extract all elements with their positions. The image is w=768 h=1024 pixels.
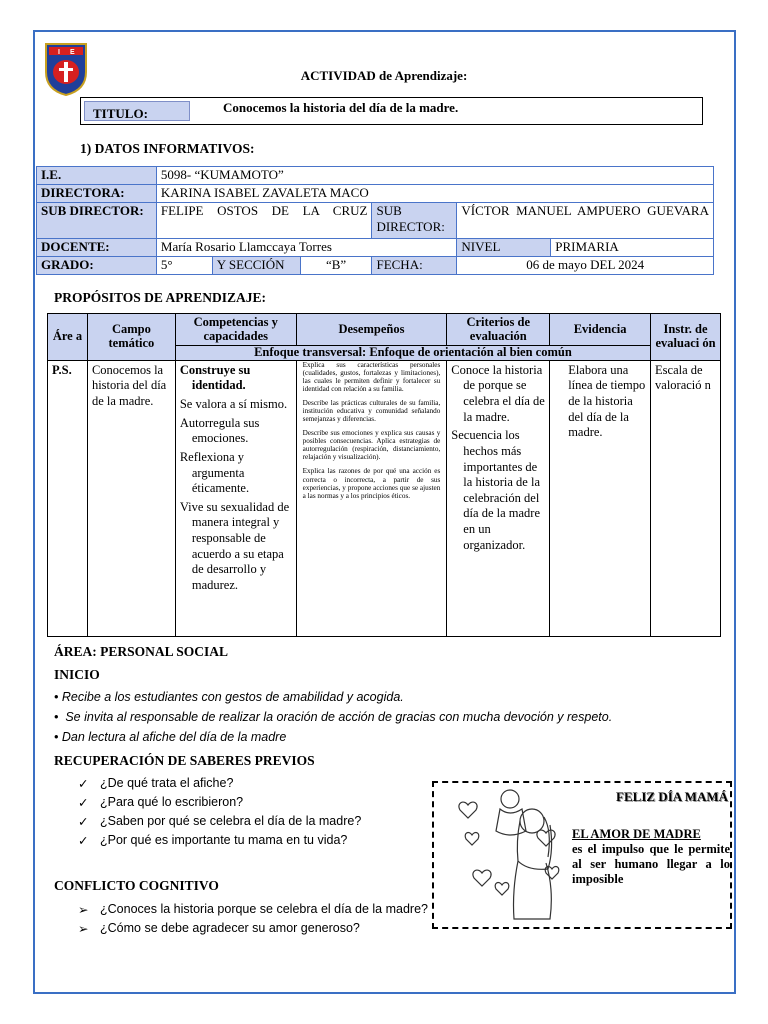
area-cell: P.S.	[48, 360, 88, 636]
ie-label: I.E.	[37, 167, 157, 185]
titulo-value: Conocemos la historia del día de la madre.	[223, 100, 459, 115]
grado-label: GRADO:	[37, 257, 157, 275]
fecha-label: FECHA:	[372, 257, 457, 275]
subdirector2-value: VÍCTOR MANUEL AMPUERO GUEVARA	[457, 203, 714, 239]
ie-value: 5098- “KUMAMOTO”	[156, 167, 713, 185]
poster-body: es el impulso que le permite al ser humano llegar a lo imposible	[572, 842, 730, 886]
inicio-list	[54, 690, 612, 750]
criterio-item: Conoce la historia de porque se celebra el día de la madre.	[451, 362, 545, 424]
header-criterios: Criterios de evaluación	[447, 314, 550, 346]
desempenos-cell	[296, 360, 447, 636]
list-item: ✓ ¿De qué trata el afiche?	[78, 776, 361, 795]
directora-label: DIRECTORA:	[37, 185, 157, 203]
titulo-label: TITULO:	[84, 101, 190, 121]
docente-label: DOCENTE:	[37, 239, 157, 257]
check-icon: ✓	[78, 796, 89, 810]
list-item: • Dan lectura al afiche del día de la madre	[54, 730, 287, 744]
mothers-day-poster	[432, 781, 732, 929]
titulo-row	[80, 97, 703, 125]
criterios-cell	[447, 360, 550, 636]
header-evidencia: Evidencia	[550, 314, 651, 346]
list-item: ✓ ¿Por qué es importante tu mama en tu vida?	[78, 833, 361, 852]
subdirector1-value: FELIPE OSTOS DE LA CRUZ	[156, 203, 372, 239]
datos-table	[36, 166, 714, 275]
list-item: ➢ ¿Conoces la historia porque se celebra el día de la madre?	[78, 902, 428, 921]
check-icon: ✓	[78, 777, 89, 791]
capacidad-item: Vive su sexualidad de manera integral y responsable de acuerdo a su etapa de desarrollo y madurez.	[179, 499, 290, 592]
nivel-value: PRIMARIA	[551, 239, 714, 257]
seccion-value: “B”	[300, 257, 372, 275]
grado-value: 5°	[156, 257, 212, 275]
directora-value: KARINA ISABEL ZAVALETA MACO	[156, 185, 713, 203]
desempeno-item: Explica las razones de por qué una acción es correcta o incorrecta, a partir de sus experiencias, y propone acciones que se ajusten a las normas y a los principios éticos.	[302, 467, 441, 500]
header-area: Áre a	[48, 314, 88, 361]
check-icon: ✓	[78, 815, 89, 829]
mother-child-illustration	[454, 787, 574, 925]
arrow-bullet-icon: ➢	[78, 903, 89, 917]
list-item: ✓ ¿Saben por qué se celebra el día de la madre?	[78, 814, 361, 833]
propositos-table	[47, 313, 721, 637]
header-competencias: Competencias y capacidades	[175, 314, 296, 346]
instrumento-cell: Escala de valoració n	[651, 360, 721, 636]
subdirector2-label: SUB DIRECTOR:	[372, 203, 457, 239]
svg-text:I: I	[58, 49, 60, 56]
capacidad-item: Se valora a sí mismo.	[179, 397, 288, 411]
campo-cell: Conocemos la historia del día de la madre.	[87, 360, 175, 636]
fecha-value: 06 de mayo DEL 2024	[457, 257, 714, 275]
desempeno-item: Explica sus características personales (cualidades, gustos, fortalezas y limitaciones), las cuales le permiten definir y fortalecer su identidad con relación a su familia.	[302, 360, 441, 393]
list-item: • Recibe a los estudiantes con gestos de amabilidad y acogida.	[54, 690, 404, 704]
svg-text:E: E	[70, 49, 75, 56]
poster-heading: EL AMOR DE MADRE	[572, 827, 701, 841]
poster-title: FELIZ DÍA MAMÁ	[616, 789, 728, 804]
criterio-item: Secuencia los hechos más importantes de la historia de la celebración del día de la madre en un organizador.	[451, 428, 541, 552]
enfoque-transversal: Enfoque transversal: Enfoque de orientación al bien común	[175, 346, 650, 361]
activity-title: ACTIVIDAD de Aprendizaje:	[300, 68, 468, 83]
desempeno-item: Describe sus emociones y explica sus causas y posibles consecuencias. Aplica estrategias de autorregulación (respiración, distanciamiento, relajación y visualización).	[302, 429, 441, 462]
desempeno-item: Describe las prácticas culturales de su familia, institución educativa y comunidad señalando semejanzas y diferencias.	[302, 399, 441, 424]
check-icon: ✓	[78, 834, 89, 848]
saberes-heading: RECUPERACIÓN DE SABERES PREVIOS	[54, 753, 315, 768]
competencias-cell	[175, 360, 296, 636]
inicio-heading: INICIO	[54, 667, 100, 682]
capacidad-item: Reflexiona y argumenta éticamente.	[179, 449, 250, 496]
datos-heading: 1) DATOS INFORMATIVOS:	[80, 141, 255, 156]
arrow-bullet-icon: ➢	[78, 922, 89, 936]
competencia-title: Construye su identidad.	[179, 362, 251, 393]
propositos-heading: PROPÓSITOS DE APRENDIZAJE:	[54, 290, 267, 305]
evidencia-cell: Elabora una línea de tiempo de la historia del día de la madre.	[550, 360, 651, 636]
header-campo: Campo temático	[87, 314, 175, 361]
list-item: ✓ ¿Para qué lo escribieron?	[78, 795, 361, 814]
saberes-list	[78, 776, 361, 852]
conflicto-list	[78, 902, 428, 940]
header-instrumento: Instr. de evaluaci ón	[651, 314, 721, 361]
subdirector-label: SUB DIRECTOR:	[37, 203, 157, 239]
docente-value: María Rosario Llamccaya Torres	[156, 239, 457, 257]
list-item: • Se invita al responsable de realizar la oración de acción de gracias con mucha devoción y respeto.	[54, 710, 613, 724]
area-heading: ÁREA: PERSONAL SOCIAL	[54, 644, 229, 659]
conflicto-heading: CONFLICTO COGNITIVO	[54, 878, 219, 893]
header-desempenos: Desempeños	[296, 314, 447, 346]
poster-text	[572, 827, 730, 887]
capacidad-item: Autorregula sus emociones.	[179, 415, 260, 446]
list-item: ➢ ¿Cómo se debe agradecer su amor generoso?	[78, 921, 428, 940]
nivel-label: NIVEL	[457, 239, 551, 257]
seccion-label: Y SECCIÓN	[212, 257, 300, 275]
